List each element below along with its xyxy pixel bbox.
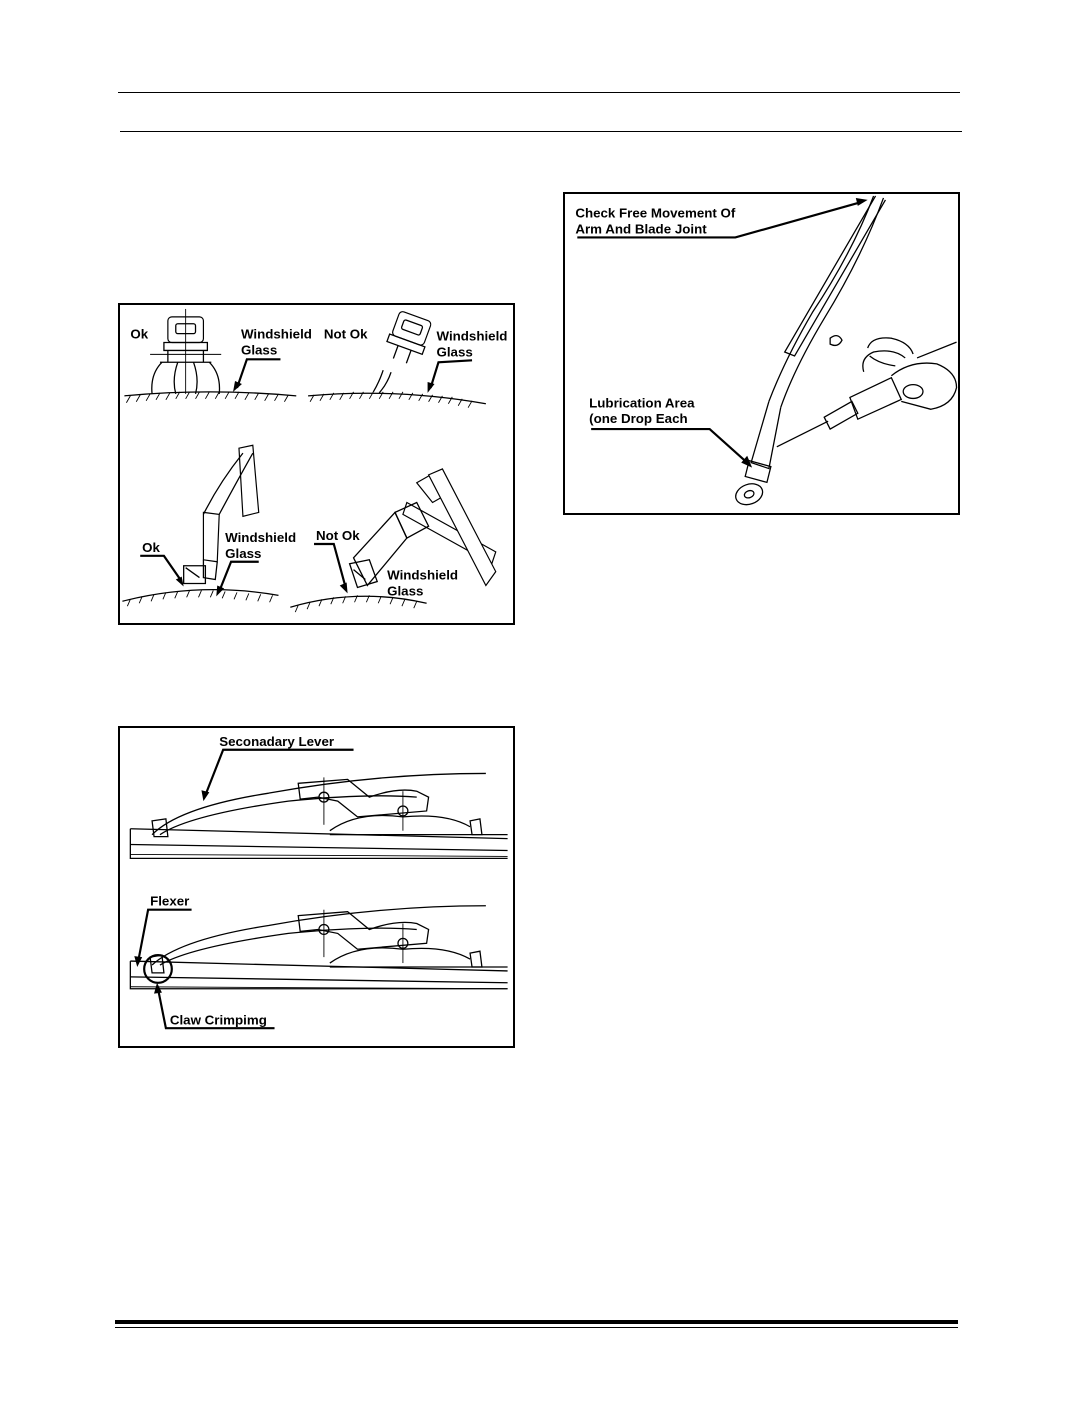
claw-crimping-label: Claw Crimpimg <box>169 1012 267 1028</box>
header-rule-bottom <box>120 131 962 132</box>
bl-leader-line <box>140 556 181 582</box>
check-movement-line2: Arm And Blade Joint <box>575 221 707 237</box>
footer-rule-thick <box>115 1320 958 1324</box>
figure-blade-assembly <box>118 726 515 1048</box>
ok-arm-blade <box>122 445 278 606</box>
figure-joint-lubrication <box>563 192 960 515</box>
footer-rule-thin <box>115 1327 958 1328</box>
blade-assembly-lower <box>130 906 507 989</box>
check-movement-line1: Check Free Movement Of <box>575 205 736 221</box>
tl-glass-label-2: Glass <box>240 342 278 358</box>
br-glass-label-1: Windshield <box>387 567 459 583</box>
flexer-leader <box>138 910 191 961</box>
br-leader-line <box>314 544 346 587</box>
tl-glass-label-1: Windshield <box>240 326 312 342</box>
br-glass-label-2: Glass <box>387 583 424 599</box>
tr-glass-label-1: Windshield <box>436 328 508 344</box>
figure-blade-contact <box>118 303 515 625</box>
header-rule-top <box>118 92 960 93</box>
tr-not-ok-label: Not Ok <box>323 326 368 342</box>
blade-assembly-illustration <box>120 728 513 1046</box>
lubrication-area-line1: Lubrication Area <box>589 395 695 411</box>
tr-leader-line <box>431 360 472 388</box>
lubrication-area-line2: (one Drop Each <box>589 411 688 427</box>
wiper-arm-drawing <box>733 196 886 508</box>
secondary-lever-label: Seconadary Lever <box>219 733 335 749</box>
lubrication-area-leader <box>591 429 747 463</box>
bl-glass-label-1: Windshield <box>225 530 297 546</box>
claw-crimping-circle <box>144 955 172 983</box>
tl-leader-line <box>237 359 280 388</box>
bl-glass-label-2: Glass <box>225 545 262 561</box>
blade-assembly-upper <box>130 773 507 858</box>
flexer-label: Flexer <box>150 893 190 909</box>
blade-contact-illustration <box>120 305 513 623</box>
joint-lubrication-illustration <box>565 194 958 513</box>
bl-ok-label: Ok <box>142 539 160 555</box>
tr-glass-label-2: Glass <box>436 344 473 360</box>
bl-glass-leader <box>219 562 259 592</box>
tl-ok-label: Ok <box>130 326 149 342</box>
br-not-ok-label: Not Ok <box>316 528 360 544</box>
secondary-lever-leader <box>205 750 353 795</box>
